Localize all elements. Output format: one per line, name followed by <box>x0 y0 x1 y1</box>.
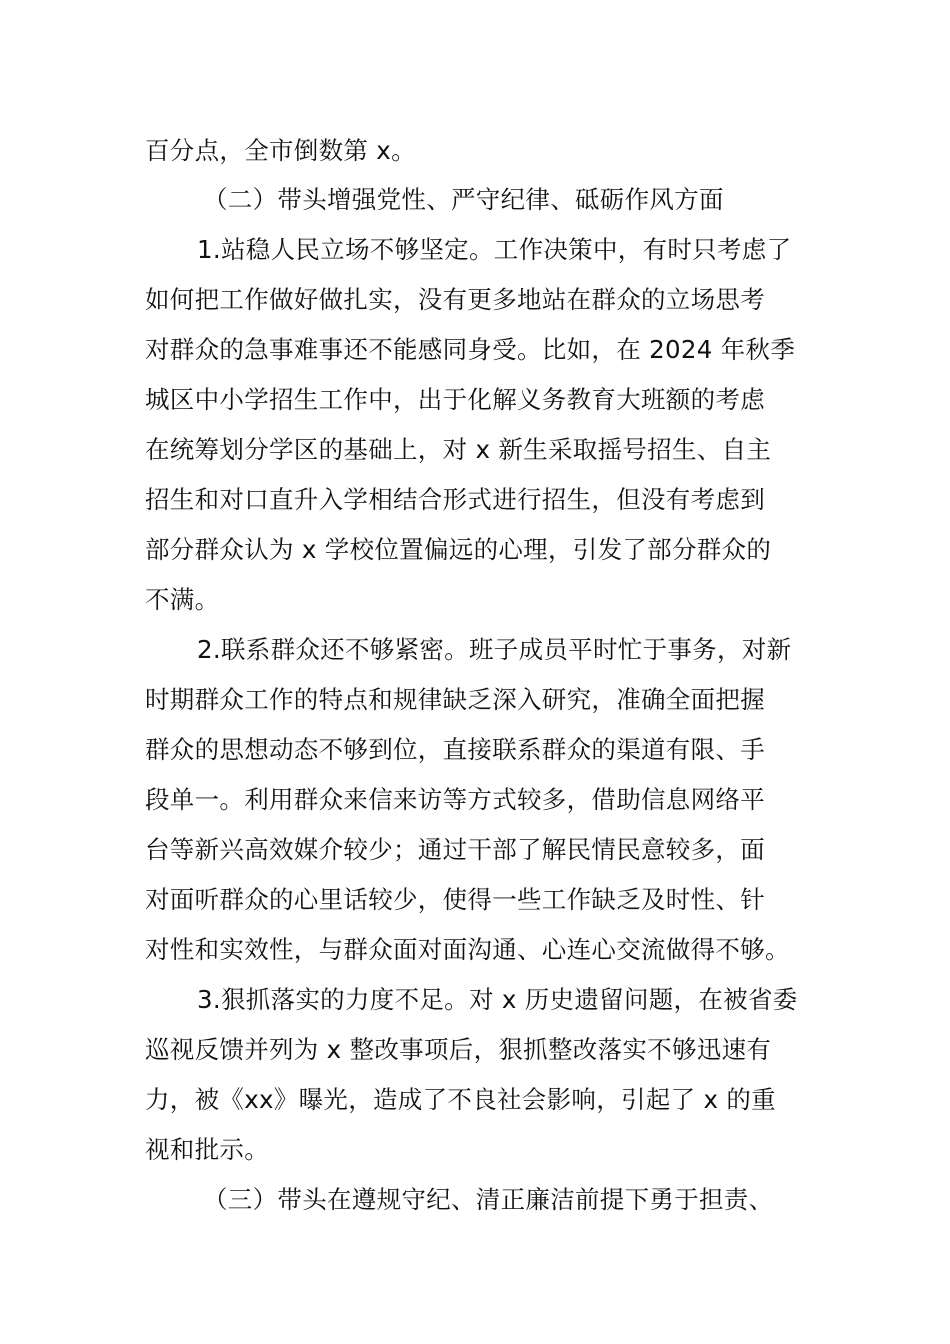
section-heading: （二）带头增强党性、严守纪律、砥砺作风方面 <box>203 185 724 214</box>
paragraph-line: 对群众的急事难事还不能感同身受。比如，在 2024 年秋季 <box>145 335 796 364</box>
paragraph-line: 2.联系群众还不够紧密。班子成员平时忙于事务，对新 <box>197 635 792 664</box>
paragraph-line: 巡视反馈并列为 x 整改事项后，狠抓整改落实不够迅速有 <box>145 1035 772 1064</box>
paragraph-line: 百分点，全市倒数第 x。 <box>145 136 416 165</box>
section-heading: （三）带头在遵规守纪、清正廉洁前提下勇于担责、 <box>203 1185 774 1214</box>
paragraph-line: 对性和实效性，与群众面对面沟通、心连心交流做得不够。 <box>145 935 790 964</box>
paragraph-line: 力，被《xx》曝光，造成了不良社会影响，引起了 x 的重 <box>145 1085 776 1114</box>
paragraph-line: 群众的思想动态不够到位，直接联系群众的渠道有限、手 <box>145 735 765 764</box>
paragraph-line: 不满。 <box>145 585 220 614</box>
paragraph-line: 台等新兴高效媒介较少；通过干部了解民情民意较多，面 <box>145 835 765 864</box>
paragraph-line: 招生和对口直升入学相结合形式进行招生，但没有考虑到 <box>145 485 765 514</box>
paragraph-line: 时期群众工作的特点和规律缺乏深入研究，准确全面把握 <box>145 685 765 714</box>
paragraph-line: 视和批示。 <box>145 1135 269 1164</box>
paragraph-line: 在统筹划分学区的基础上，对 x 新生采取摇号招生、自主 <box>145 435 772 464</box>
paragraph-line: 对面听群众的心里话较少，使得一些工作缺乏及时性、针 <box>145 885 765 914</box>
paragraph-line: 城区中小学招生工作中，出于化解义务教育大班额的考虑 <box>145 385 765 414</box>
paragraph-line: 段单一。利用群众来信来访等方式较多，借助信息网络平 <box>145 785 765 814</box>
paragraph-line: 1.站稳人民立场不够坚定。工作决策中，有时只考虑了 <box>197 235 792 264</box>
paragraph-line: 3.狠抓落实的力度不足。对 x 历史遗留问题，在被省委 <box>197 985 798 1014</box>
paragraph-line: 如何把工作做好做扎实，没有更多地站在群众的立场思考 <box>145 285 765 314</box>
paragraph-line: 部分群众认为 x 学校位置偏远的心理，引发了部分群众的 <box>145 535 772 564</box>
